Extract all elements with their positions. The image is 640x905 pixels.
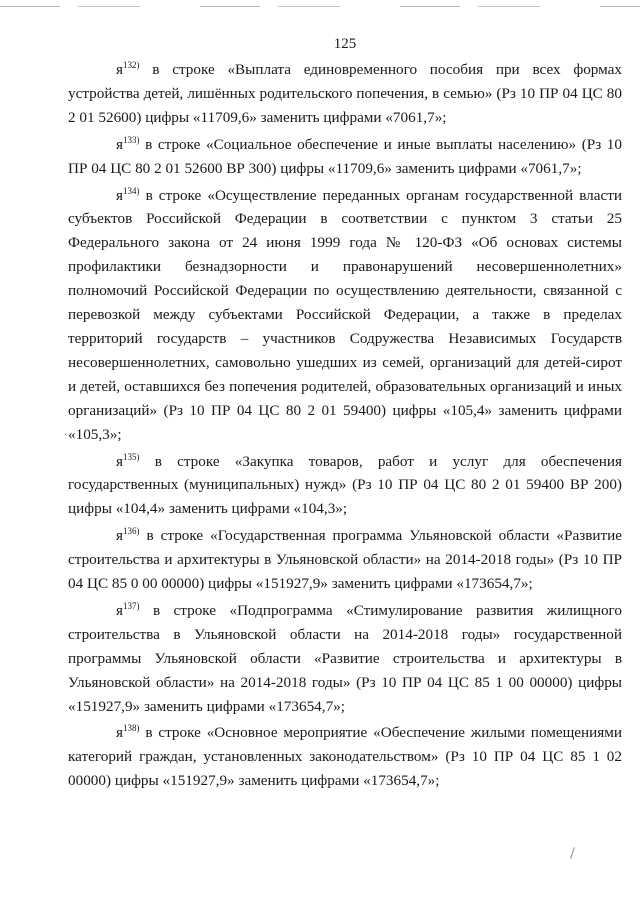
document-body (68, 58, 622, 796)
item-letter: я (116, 527, 123, 545)
margin-dot: · (64, 430, 68, 441)
item-letter: я (116, 186, 123, 204)
item-number: 136) (123, 526, 140, 537)
item-letter: я (116, 452, 123, 470)
amendment-text: в строке «Выплата единовременного пособия при всех формах устройства детей, лишённых родительского попечения, в семью» (Рз 10 ПР 04 ЦС 80 2 01 52600) цифры «11709,6» заменить цифрами «7061,7»; (68, 61, 622, 126)
amendment-paragraph-133 (68, 133, 622, 181)
item-number: 134) (123, 185, 140, 196)
item-number: 138) (123, 723, 140, 734)
amendment-paragraph-138 (68, 721, 622, 793)
amendment-text: в строке «Подпрограмма «Стимулирование развития жилищного строительства в Ульяновской области на 2014-2018 годы» государственной программы Ульяновской области «Развитие строительства и архитектуры в Ульяновской области» на 2014-2018 годы» (Рз 10 ПР 04 ЦС 85 1 00 00000) цифры «151927,9» заменить цифрами «173654,7»; (68, 601, 622, 715)
amendment-text: в строке «Закупка товаров, работ и услуг для обеспечения государственных (муниципальных) нужд» (Рз 10 ПР 04 ЦС 80 2 01 59400 ВР 200) цифры «104,4» заменить цифрами «104,3»; (68, 452, 622, 518)
amendment-paragraph-136 (68, 524, 622, 596)
scan-stray-mark (570, 847, 575, 859)
page-number: 125 (333, 36, 357, 52)
item-letter: я (116, 601, 123, 619)
amendment-text: в строке «Осуществление переданных органам государственной власти субъектов Российской Федерации в соответствии с пунктом 3 статьи 25 Федерального закона от 24 июня 1999 года № 120-ФЗ «Об основах системы профилактики безнадзорности и правонарушений несовершеннолетних» полномочий Российской Федерации по осуществлению деятельности, связанной с перевозкой между субъектами Российской Федерации, а также в пределах территорий государств – участников Содружества Независимых Государств несовершеннолетних, самовольно ушедших из семей, организаций для детей-сирот и детей, оставшихся без попечения родителей, образовательных организаций и иных организаций» (Рз 10 ПР 04 ЦС 80 2 01 59400) цифры «105,4» заменить цифрами «105,3»; (68, 186, 622, 443)
item-letter: я (116, 724, 123, 742)
amendment-paragraph-134 (68, 184, 622, 447)
amendment-paragraph-135 (68, 450, 622, 522)
item-letter: я (116, 61, 123, 78)
amendment-text: в строке «Государственная программа Ульяновской области «Развитие строительства и архитектуры в Ульяновской области» на 2014-2018 годы» (Рз 10 ПР 04 ЦС 85 0 00 00000) цифры «151927,9» заменить цифрами «173654,7»; (68, 527, 622, 593)
item-number: 135) (123, 451, 140, 462)
item-letter: я (116, 135, 123, 153)
scan-edge-line (0, 6, 640, 7)
amendment-paragraph-132 (68, 58, 622, 130)
item-number: 137) (123, 600, 140, 611)
amendment-text: в строке «Основное мероприятие «Обеспечение жилыми помещениями категорий граждан, установленных законодательством» (Рз 10 ПР 04 ЦС 85 1 02 00000) цифры «151927,9» заменить цифрами «173654,7»; (68, 724, 622, 790)
amendment-text: в строке «Социальное обеспечение и иные выплаты населению» (Рз 10 ПР 04 ЦС 80 2 01 52600 ВР 300) цифры «11709,6» заменить цифрами «7061,7»; (68, 135, 622, 177)
amendment-paragraph-137 (68, 599, 622, 719)
item-number: 132) (123, 60, 140, 70)
item-number: 133) (123, 134, 140, 145)
